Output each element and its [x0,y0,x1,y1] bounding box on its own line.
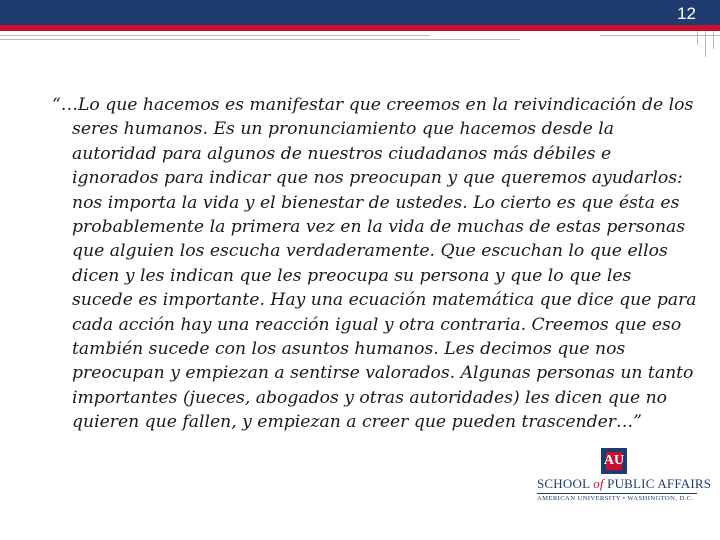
university-seal-icon [601,448,627,474]
slide-number: 12 [677,4,696,23]
header-bar [0,0,720,25]
school-name-of: of [593,476,604,491]
school-location: AMERICAN UNIVERSITY • WASHINGTON, D.C. [537,493,697,502]
decorative-rule [0,39,520,40]
decorative-rule [0,35,430,36]
decorative-rule [697,31,698,45]
quote-text: “…Lo que hacemos es manifestar que creemos en la reivindicación de los seres humanos. Es un pronunciamiento que hacemos desde la autoridad para algunos de nuestros ciudadanos más débiles e ignorados para indicar que nos preocupan y que queremos ayudarlos: nos importa la vida y el bienestar de ustedes. Lo cierto es que ésta es probablemente la primera vez en la vida de muchas de estas personas que alguien los escucha verdaderamente. Que escuchan lo que ellos dicen y les indican que les preocupa su persona y que lo que les sucede es importante. Hay una ecuación matemática que dice que para cada acción hay una reacción igual y otra contraria. Creemos que eso también sucede con los asuntos humanos. Les decimos que nos preocupan y empiezan a sentirse valorados. Algunas personas un tanto importantes (jueces, abogados y otras autoridades) les dicen que no quieren que fallen, y empiezan a creer que pueden trascender…” [52,95,697,433]
school-name-part: PUBLIC AFFAIRS [603,476,712,491]
school-logo [537,448,712,504]
school-name [537,476,712,492]
decorative-rule [705,31,706,57]
header-stripe [0,25,720,31]
decorative-rule [600,35,720,36]
school-name-part: SCHOOL [537,476,594,491]
decorative-rule [713,31,714,49]
seal-letters: AU [603,453,625,468]
